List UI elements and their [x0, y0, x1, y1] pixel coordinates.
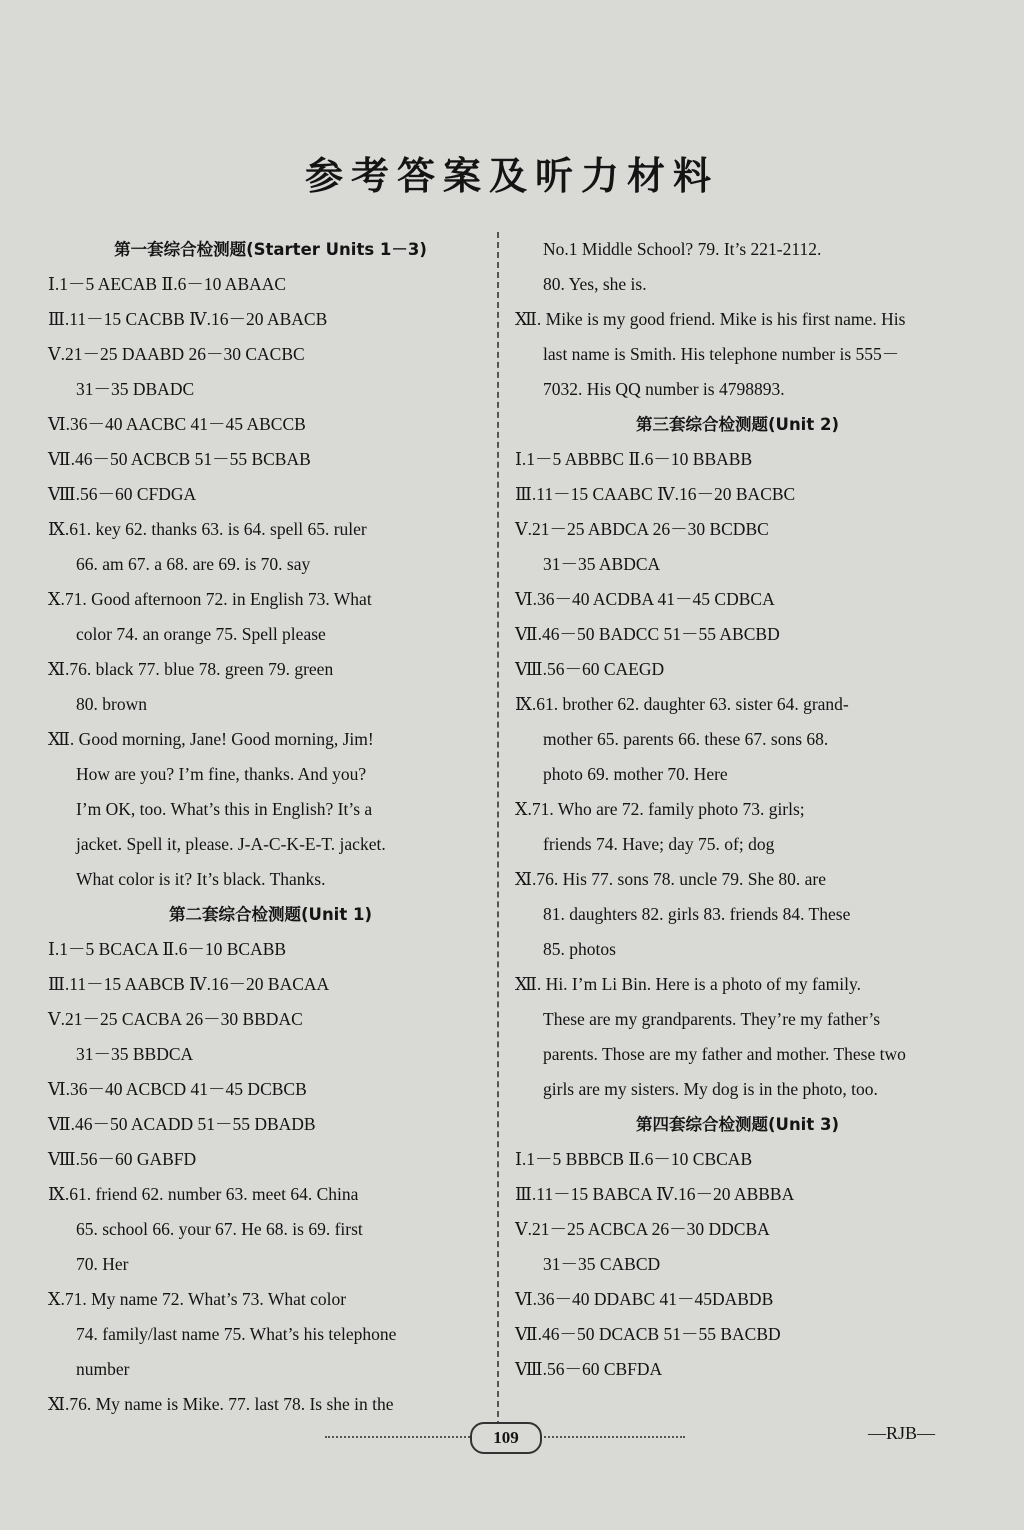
answer-line: Ⅻ. Hi. I’m Li Bin. Here is a photo of my family.	[515, 974, 861, 994]
answer-line: color 74. an orange 75. Spell please	[76, 624, 326, 644]
answer-line: parents. Those are my father and mother. These two	[543, 1044, 906, 1064]
answer-line: Ⅵ.36－40 ACBCD 41－45 DCBCB	[48, 1079, 307, 1099]
answer-line: Ⅸ.61. friend 62. number 63. meet 64. China	[48, 1184, 359, 1204]
section-heading: 第二套综合检测题(Unit 1)	[169, 905, 372, 924]
answer-line: Ⅲ.11－15 CACBB Ⅳ.16－20 ABACB	[48, 309, 328, 329]
page-title: 参考答案及听力材料	[304, 153, 719, 198]
answer-line: Ⅰ.1－5 AECAB Ⅱ.6－10 ABAAC	[48, 274, 287, 294]
answer-line: Ⅷ.56－60 CFDGA	[48, 484, 197, 504]
answer-line: Ⅺ.76. black 77. blue 78. green 79. green	[48, 659, 334, 679]
answer-line: Ⅹ.71. My name 72. What’s 73. What color	[48, 1289, 347, 1309]
answer-line: Ⅸ.61. key 62. thanks 63. is 64. spell 65. ruler	[48, 519, 367, 539]
answer-line: Ⅻ. Mike is my good friend. Mike is his first name. His	[515, 309, 906, 329]
answer-line: 65. school 66. your 67. He 68. is 69. first	[76, 1219, 363, 1239]
answer-line: number	[76, 1359, 130, 1379]
answer-line: Ⅴ.21－25 DAABD 26－30 CACBC	[48, 344, 305, 364]
answer-line: Ⅶ.46－50 ACADD 51－55 DBADB	[48, 1114, 316, 1134]
answer-line: Ⅲ.11－15 BABCA Ⅳ.16－20 ABBBA	[515, 1184, 795, 1204]
answer-line: 74. family/last name 75. What’s his telephone	[76, 1324, 397, 1344]
answer-line: Ⅲ.11－15 CAABC Ⅳ.16－20 BACBC	[515, 484, 796, 504]
answer-line: friends 74. Have; day 75. of; dog	[543, 834, 775, 854]
right-column	[515, 232, 960, 1387]
answer-line: Ⅵ.36－40 AACBC 41－45 ABCCB	[48, 414, 306, 434]
answer-line: 80. Yes, she is.	[543, 274, 647, 294]
answer-line: 81. daughters 82. girls 83. friends 84. These	[543, 904, 851, 924]
answer-line: Ⅺ.76. His 77. sons 78. uncle 79. She 80. are	[515, 869, 827, 889]
answer-line: Ⅶ.46－50 DCACB 51－55 BACBD	[515, 1324, 781, 1344]
edition-mark: —RJB—	[868, 1423, 936, 1443]
answer-line: Ⅹ.71. Who are 72. family photo 73. girls;	[515, 799, 805, 819]
answer-line: 31－35 DBADC	[76, 379, 195, 399]
answer-line: jacket. Spell it, please. J-A-C-K-E-T. jacket.	[76, 834, 386, 854]
answer-line: Ⅷ.56－60 CAEGD	[515, 659, 665, 679]
answer-line: Ⅻ. Good morning, Jane! Good morning, Jim!	[48, 729, 374, 749]
section-heading: 第一套综合检测题(Starter Units 1－3)	[114, 240, 427, 259]
answer-line: Ⅵ.36－40 DDABC 41－45DABDB	[515, 1289, 774, 1309]
answer-line: photo 69. mother 70. Here	[543, 764, 728, 784]
answer-line: What color is it? It’s black. Thanks.	[76, 869, 326, 889]
answer-line: 7032. His QQ number is 4798893.	[543, 379, 785, 399]
answer-line: Ⅶ.46－50 BADCC 51－55 ABCBD	[515, 624, 780, 644]
answer-line: Ⅴ.21－25 ABDCA 26－30 BCDBC	[515, 519, 769, 539]
answer-line: How are you? I’m fine, thanks. And you?	[76, 764, 367, 784]
answer-line: 66. am 67. a 68. are 69. is 70. say	[76, 554, 311, 574]
answer-line: mother 65. parents 66. these 67. sons 68.	[543, 729, 829, 749]
answer-line: Ⅷ.56－60 GABFD	[48, 1149, 197, 1169]
answer-line: No.1 Middle School? 79. It’s 221-2112.	[543, 239, 822, 259]
page-number	[470, 1422, 542, 1454]
answer-line: These are my grandparents. They’re my father’s	[543, 1009, 881, 1029]
answer-line: I’m OK, too. What’s this in English? It’s a	[76, 799, 373, 819]
answer-line: Ⅷ.56－60 CBFDA	[515, 1359, 663, 1379]
answer-line: Ⅲ.11－15 AABCB Ⅳ.16－20 BACAA	[48, 974, 330, 994]
answer-line: Ⅰ.1－5 ABBBC Ⅱ.6－10 BBABB	[515, 449, 753, 469]
answer-line: 31－35 CABCD	[543, 1254, 661, 1274]
column-divider	[497, 232, 499, 1427]
answer-line: 31－35 BBDCA	[76, 1044, 194, 1064]
answer-line: 80. brown	[76, 694, 147, 714]
answer-line: Ⅴ.21－25 ACBCA 26－30 DDCBA	[515, 1219, 770, 1239]
section-heading: 第四套综合检测题(Unit 3)	[636, 1115, 839, 1134]
answer-line: girls are my sisters. My dog is in the photo, too.	[543, 1079, 878, 1099]
answer-line: last name is Smith. His telephone number is 555－	[543, 344, 900, 364]
page-number-text: 109	[493, 1428, 519, 1447]
answer-line: Ⅰ.1－5 BCACA Ⅱ.6－10 BCABB	[48, 939, 287, 959]
answer-line: 85. photos	[543, 939, 616, 959]
answer-line: Ⅰ.1－5 BBBCB Ⅱ.6－10 CBCAB	[515, 1149, 753, 1169]
answer-line: Ⅶ.46－50 ACBCB 51－55 BCBAB	[48, 449, 311, 469]
section-heading: 第三套综合检测题(Unit 2)	[636, 415, 839, 434]
answer-line: Ⅺ.76. My name is Mike. 77. last 78. Is she in the	[48, 1394, 394, 1414]
answer-line: Ⅵ.36－40 ACDBA 41－45 CDBCA	[515, 589, 775, 609]
answer-line: Ⅹ.71. Good afternoon 72. in English 73. What	[48, 589, 372, 609]
answer-line: Ⅴ.21－25 CACBA 26－30 BBDAC	[48, 1009, 303, 1029]
answer-line: 70. Her	[76, 1254, 129, 1274]
answer-line: 31－35 ABDCA	[543, 554, 661, 574]
answer-line: Ⅸ.61. brother 62. daughter 63. sister 64. grand-	[515, 694, 849, 714]
left-column	[48, 232, 493, 1422]
